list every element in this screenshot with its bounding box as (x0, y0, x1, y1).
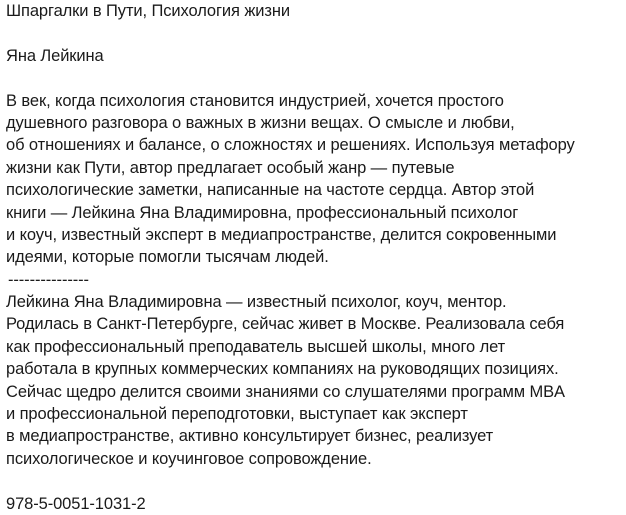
spacer (6, 22, 622, 44)
annotation-line: об отношениях и балансе, о сложностях и решениях. Используя метафору (6, 136, 575, 155)
annotation-line: и коуч, известный эксперт в медиапространстве, делится сокровенными (6, 225, 557, 244)
about-author-line: в медиапространстве, активно консультирует бизнес, реализует (6, 427, 494, 446)
about-author-line: Родилась в Санкт-Петербурге, сейчас живет в Москве. Реализовала себя (6, 315, 565, 334)
about-author-line: Лейкина Яна Владимировна — известный психолог, коуч, ментор. (6, 293, 507, 312)
about-author-line: как профессиональный преподаватель высшей школы, много лет (6, 337, 506, 356)
about-author-line: Сейчас щедро делится своими знаниями со слушателями программ MBA (6, 382, 565, 401)
about-author-line: работала в крупных коммерческих компаниях на руководящих позициях. (6, 360, 559, 379)
about-author-paragraph (6, 291, 622, 470)
annotation-line: душевного разговора о важных в жизни вещах. О смысле и любви, (6, 113, 515, 132)
annotation-paragraph (6, 90, 622, 269)
book-header: Шпаргалки в Пути, Психология жизни (6, 2, 290, 20)
spacer (6, 470, 622, 492)
author-name: Яна Лейкина (6, 46, 104, 65)
isbn: 978-5-0051-1031-2 (6, 494, 146, 513)
book-description (6, 0, 622, 515)
annotation-line: идеями, которые помогли тысячам людей. (6, 248, 329, 267)
spacer (6, 67, 622, 89)
annotation-line: книги — Лейкина Яна Владимировна, профессиональный психолог (6, 203, 519, 222)
about-author-line: психологическое и коучинговое сопровождение. (6, 449, 372, 468)
separator: --------------- (8, 270, 89, 289)
annotation-line: психологические заметки, написанные на частоте сердца. Автор этой (6, 181, 535, 200)
annotation-line: В век, когда психология становится индустрией, хочется простого (6, 91, 504, 110)
about-author-line: и профессиональной переподготовки, выступает как эксперт (6, 405, 468, 424)
annotation-line: жизни как Пути, автор предлагает особый жанр — путевые (6, 158, 455, 177)
